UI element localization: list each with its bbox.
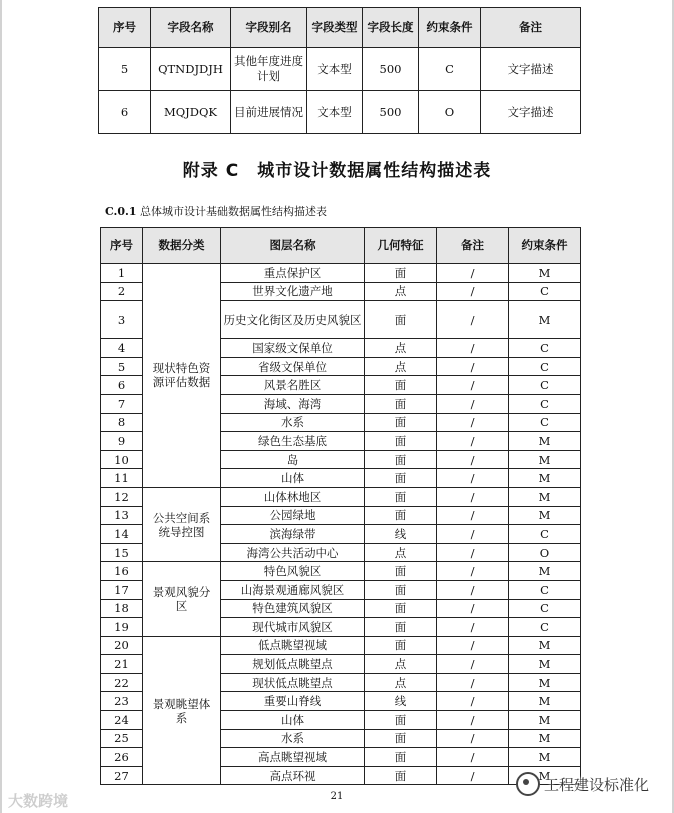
attribute-table-header [101,228,581,264]
cell: 历史文化街区及历史风貌区 [221,301,365,339]
cell: M [509,711,581,730]
cell: M [509,673,581,692]
cell: 18 [101,599,143,618]
cell: O [419,91,481,134]
table-row [101,264,581,283]
cell: / [437,748,509,767]
cell: / [437,562,509,581]
cell: 线 [365,692,437,711]
cell: M [509,729,581,748]
cell: 1 [101,264,143,283]
cell: / [437,673,509,692]
watermark-right [516,772,649,796]
cell: 重点保护区 [221,264,365,283]
cell: 文字描述 [481,91,581,134]
header-cell: 字段名称 [151,8,231,48]
cell: 面 [365,766,437,785]
cell: 规划低点眺望点 [221,655,365,674]
cell: 风景名胜区 [221,376,365,395]
cell: 点 [365,673,437,692]
cell: 现状低点眺望点 [221,673,365,692]
header-cell: 几何特征 [365,228,437,264]
cell: 7 [101,394,143,413]
cell: 23 [101,692,143,711]
cell: 公园绿地 [221,506,365,525]
cell: / [437,264,509,283]
table-row [101,487,581,506]
cell: 3 [101,301,143,339]
cell: 500 [363,91,419,134]
cell: C [509,618,581,637]
cell: 2 [101,282,143,301]
field-table [98,7,581,134]
cell: 目前进展情况 [231,91,307,134]
cell: / [437,432,509,451]
cell: M [509,562,581,581]
header-cell: 约束条件 [419,8,481,48]
table-row [99,91,581,134]
watermark-right-text: 工程建设标准化 [544,775,650,794]
cell: 山体 [221,469,365,488]
field-table-header [99,8,581,48]
document-page [2,0,672,813]
cell: C [509,376,581,395]
cell: 特色风貌区 [221,562,365,581]
cell: O [509,543,581,562]
cell: / [437,618,509,637]
header-cell: 序号 [99,8,151,48]
cell: 滨海绿带 [221,525,365,544]
cell: 线 [365,525,437,544]
cell: 13 [101,506,143,525]
header-cell: 数据分类 [143,228,221,264]
cell: 面 [365,748,437,767]
cell: 世界文化遗产地 [221,282,365,301]
cell: / [437,450,509,469]
cell: 19 [101,618,143,637]
header-cell: 备注 [437,228,509,264]
cell: 16 [101,562,143,581]
cell: M [509,487,581,506]
cell: 500 [363,48,419,91]
cell: 面 [365,562,437,581]
header-cell: 字段长度 [363,8,419,48]
cell: 面 [365,264,437,283]
cell: 点 [365,282,437,301]
cell: 面 [365,636,437,655]
cell: 面 [365,432,437,451]
cell: / [437,655,509,674]
cell: 水系 [221,729,365,748]
cell: 山体林地区 [221,487,365,506]
cell: 文本型 [307,48,363,91]
cell: 面 [365,487,437,506]
cell: / [437,487,509,506]
cell: C [419,48,481,91]
header-cell: 约束条件 [509,228,581,264]
cell: M [509,264,581,283]
cell: M [509,692,581,711]
table-row [101,636,581,655]
cell: 海湾公共活动中心 [221,543,365,562]
cell: / [437,339,509,358]
cell: M [509,748,581,767]
cell: 面 [365,469,437,488]
cell: 面 [365,413,437,432]
cell: / [437,506,509,525]
cell: / [437,394,509,413]
header-cell: 字段别名 [231,8,307,48]
table-caption [105,203,327,219]
cell: / [437,525,509,544]
cell: 24 [101,711,143,730]
cell: M [509,432,581,451]
caption-number: C.0.1 [105,205,137,218]
cell: / [437,711,509,730]
cell: / [437,580,509,599]
cell: M [509,655,581,674]
cell: 高点眺望视域 [221,748,365,767]
cell: C [509,357,581,376]
cell: 6 [99,91,151,134]
cell: / [437,357,509,376]
cell: 水系 [221,413,365,432]
cell: M [509,636,581,655]
cell: C [509,525,581,544]
cell: M [509,450,581,469]
header-cell: 备注 [481,8,581,48]
cell: 21 [101,655,143,674]
cell: / [437,599,509,618]
cell: 点 [365,655,437,674]
cell: 面 [365,580,437,599]
cell: 省级文保单位 [221,357,365,376]
cell: C [509,580,581,599]
table-row [101,562,581,581]
cell: 点 [365,357,437,376]
cell: 22 [101,673,143,692]
watermark-left: 大数跨境 [8,792,69,810]
cell: 点 [365,543,437,562]
cell: 面 [365,301,437,339]
cell: / [437,413,509,432]
cell: 文本型 [307,91,363,134]
cell: 10 [101,450,143,469]
cell: 山体 [221,711,365,730]
cell: C [509,599,581,618]
category-cell: 公共空间系统导控图 [143,487,221,561]
cell: 海域、海湾 [221,394,365,413]
cell: / [437,692,509,711]
header-cell: 字段类型 [307,8,363,48]
category-cell: 景观眺望体系 [143,636,221,785]
cell: MQJDQK [151,91,231,134]
category-cell: 景观风貌分区 [143,562,221,636]
cell: 文字描述 [481,48,581,91]
cell: / [437,543,509,562]
cell: / [437,282,509,301]
cell: 12 [101,487,143,506]
cell: 面 [365,450,437,469]
cell: 11 [101,469,143,488]
cell: 点 [365,339,437,358]
cell: 17 [101,580,143,599]
cell: 面 [365,618,437,637]
cell: 面 [365,394,437,413]
cell: / [437,766,509,785]
cell: 面 [365,729,437,748]
cell: C [509,339,581,358]
cell: 面 [365,711,437,730]
cell: 重要山脊线 [221,692,365,711]
cell: 9 [101,432,143,451]
header-cell: 图层名称 [221,228,365,264]
cell: 国家级文保单位 [221,339,365,358]
cell: / [437,636,509,655]
cell: 20 [101,636,143,655]
cell: C [509,413,581,432]
cell: 14 [101,525,143,544]
wechat-icon [516,772,540,796]
table-row [99,48,581,91]
cell: C [509,394,581,413]
cell: M [509,301,581,339]
cell: 特色建筑风貌区 [221,599,365,618]
cell: 4 [101,339,143,358]
cell: 面 [365,376,437,395]
cell: / [437,469,509,488]
appendix-title: 附录 C 城市设计数据属性结构描述表 [182,161,492,181]
cell: / [437,376,509,395]
caption-text: 总体城市设计基础数据属性结构描述表 [140,205,328,218]
cell: M [509,469,581,488]
cell: 25 [101,729,143,748]
cell: 绿色生态基底 [221,432,365,451]
cell: M [509,766,581,785]
cell: 面 [365,599,437,618]
cell: / [437,729,509,748]
attribute-table [100,227,581,785]
cell: 27 [101,766,143,785]
cell: 15 [101,543,143,562]
cell: 6 [101,376,143,395]
cell: QTNDJDJH [151,48,231,91]
cell: C [509,282,581,301]
cell: 现代城市风貌区 [221,618,365,637]
category-cell: 现状特色资源评估数据 [143,264,221,488]
cell: 高点环视 [221,766,365,785]
cell: 8 [101,413,143,432]
page-number: 21 [330,791,344,802]
cell: 低点眺望视域 [221,636,365,655]
cell: 岛 [221,450,365,469]
header-cell: 序号 [101,228,143,264]
cell: 5 [101,357,143,376]
cell: 其他年度进度计划 [231,48,307,91]
cell: 5 [99,48,151,91]
cell: 山海景观通廊风貌区 [221,580,365,599]
cell: 26 [101,748,143,767]
cell: M [509,506,581,525]
cell: 面 [365,506,437,525]
cell: / [437,301,509,339]
